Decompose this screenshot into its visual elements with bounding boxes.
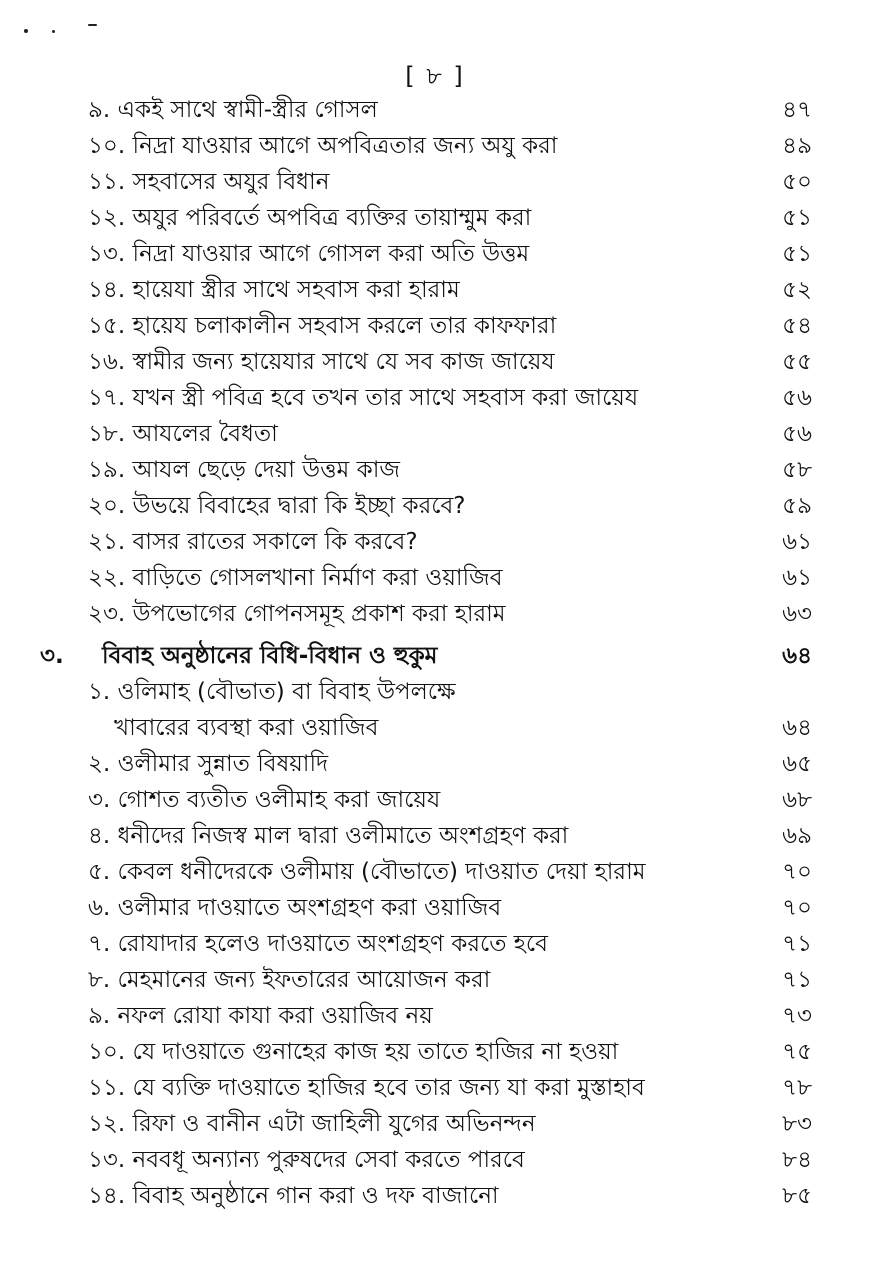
- toc-entry-title: ১৩. নববধূ অন্যান্য পুরুষদের সেবা করতে পারবে: [88, 1147, 525, 1173]
- section-page: ৬৪: [782, 643, 812, 669]
- section-entries: [40, 674, 820, 1214]
- toc-entry[interactable]: [40, 488, 820, 524]
- toc-entry-page: ৭০: [782, 895, 812, 921]
- ink-speck: [52, 30, 55, 33]
- toc-entry-page: ৬১: [782, 529, 812, 555]
- toc-entry[interactable]: [40, 1142, 820, 1178]
- toc-entry[interactable]: [40, 236, 820, 272]
- toc-entry[interactable]: [40, 1034, 820, 1070]
- toc-entry-title: ৩. গোশত ব্যতীত ওলীমাহ করা জায়েয: [88, 787, 441, 813]
- toc-entry-title: ৯. নফল রোযা কাযা করা ওয়াজিব নয়: [88, 1003, 433, 1029]
- toc-entry[interactable]: [40, 416, 820, 452]
- toc-entry-page: ৫০: [782, 169, 812, 195]
- toc-entry[interactable]: [40, 1178, 820, 1214]
- toc-entry-title: ২২. বাড়িতে গোসলখানা নির্মাণ করা ওয়াজিব: [88, 565, 503, 591]
- toc-entry-title: ২০. উভয়ে বিবাহের দ্বারা কি ইচ্ছা করবে?: [88, 493, 466, 519]
- toc-entry-title: ২১. বাসর রাতের সকালে কি করবে?: [88, 529, 418, 555]
- toc-entry-page: ৪৭: [782, 97, 812, 123]
- toc-entry[interactable]: [40, 674, 820, 710]
- toc-entry[interactable]: [40, 452, 820, 488]
- toc-entry-page: ৬৯: [782, 823, 812, 849]
- table-of-contents: [40, 92, 820, 1214]
- toc-entry-page: ৭০: [782, 859, 812, 885]
- toc-entry-page: ৪৯: [782, 133, 812, 159]
- toc-entry-page: ৫১: [782, 205, 812, 231]
- toc-entries: [40, 92, 820, 632]
- toc-entry-page: ৫৯: [782, 493, 812, 519]
- toc-entry-page: ৮৫: [782, 1183, 812, 1209]
- toc-entry-title: খাবারের ব্যবস্থা করা ওয়াজিব: [114, 715, 379, 741]
- toc-entry-page: ৬৪: [782, 715, 812, 741]
- toc-entry-page: ৬৩: [782, 601, 812, 627]
- toc-entry-title: ১০. নিদ্রা যাওয়ার আগে অপবিত্রতার জন্য অযু করা: [88, 133, 558, 159]
- toc-entry-title: ১৫. হায়েয চলাকালীন সহবাস করলে তার কাফফারা: [88, 313, 557, 339]
- toc-entry-title: ১৭. যখন স্ত্রী পবিত্র হবে তখন তার সাথে সহবাস করা জায়েয: [88, 385, 639, 411]
- section-title: বিবাহ অনুষ্ঠানের বিধি-বিধান ও হুকুম: [102, 643, 438, 669]
- section-number: ৩.: [40, 643, 64, 669]
- toc-entry[interactable]: [40, 560, 820, 596]
- toc-entry-title: ২৩. উপভোগের গোপনসমূহ প্রকাশ করা হারাম: [88, 601, 506, 627]
- toc-entry[interactable]: [40, 164, 820, 200]
- toc-entry[interactable]: [40, 998, 820, 1034]
- toc-entry-page: ৭৮: [782, 1075, 812, 1101]
- toc-entry-page: ৫২: [782, 277, 812, 303]
- toc-entry[interactable]: [40, 710, 820, 746]
- toc-entry[interactable]: [40, 926, 820, 962]
- toc-entry[interactable]: [40, 92, 820, 128]
- toc-entry[interactable]: [40, 782, 820, 818]
- toc-entry[interactable]: [40, 272, 820, 308]
- toc-entry-title: ১৩. নিদ্রা যাওয়ার আগে গোসল করা অতি উত্তম: [88, 241, 530, 267]
- toc-entry[interactable]: [40, 890, 820, 926]
- toc-entry-page: ৮৩: [782, 1111, 812, 1137]
- page-number: [ ৮ ]: [405, 62, 465, 90]
- section-heading[interactable]: [40, 638, 820, 674]
- toc-entry-title: ১২. রিফা ও বানীন এটা জাহিলী যুগের অভিনন্দন: [88, 1111, 536, 1137]
- toc-entry[interactable]: [40, 308, 820, 344]
- toc-entry-page: ৬৮: [782, 787, 812, 813]
- toc-entry[interactable]: [40, 854, 820, 890]
- toc-entry[interactable]: [40, 128, 820, 164]
- toc-entry[interactable]: [40, 1070, 820, 1106]
- toc-entry-title: ৫. কেবল ধনীদেরকে ওলীমায় (বৌভাতে) দাওয়াত দেয়া হারাম: [88, 859, 646, 885]
- ink-speck: [88, 24, 97, 26]
- toc-entry-title: ১৪. হায়েযা স্ত্রীর সাথে সহবাস করা হারাম: [88, 277, 460, 303]
- toc-entry-page: ৫৪: [782, 313, 812, 339]
- toc-entry-page: ৮৪: [782, 1147, 812, 1173]
- toc-entry-title: ১২. অযুর পরিবর্তে অপবিত্র ব্যক্তির তায়াম্মুম করা: [88, 205, 532, 231]
- toc-entry-page: ৫৫: [782, 349, 812, 375]
- toc-entry-title: ১. ওলিমাহ (বৌভাত) বা বিবাহ উপলক্ষে: [88, 679, 456, 705]
- toc-entry-title: ১৯. আযল ছেড়ে দেয়া উত্তম কাজ: [88, 457, 400, 483]
- toc-entry[interactable]: [40, 200, 820, 236]
- toc-entry-page: ৭৩: [782, 1003, 812, 1029]
- toc-entry[interactable]: [40, 380, 820, 416]
- toc-entry-title: ৪. ধনীদের নিজস্ব মাল দ্বারা ওলীমাতে অংশগ্রহণ করা: [88, 823, 569, 849]
- toc-entry-page: ৫৮: [782, 457, 812, 483]
- toc-entry-title: ১১. সহবাসের অযুর বিধান: [88, 169, 330, 195]
- toc-entry[interactable]: [40, 962, 820, 998]
- toc-entry[interactable]: [40, 818, 820, 854]
- toc-entry[interactable]: [40, 524, 820, 560]
- toc-entry-page: ৬৫: [782, 751, 812, 777]
- toc-entry-page: ৫৬: [782, 385, 812, 411]
- ink-speck: [24, 29, 28, 33]
- toc-entry-page: ৫১: [782, 241, 812, 267]
- toc-entry-page: ৭৫: [782, 1039, 812, 1065]
- toc-entry[interactable]: [40, 746, 820, 782]
- toc-entry[interactable]: [40, 344, 820, 380]
- toc-entry-title: ১৮. আযলের বৈধতা: [88, 421, 278, 447]
- toc-entry-title: ১১. যে ব্যক্তি দাওয়াতে হাজির হবে তার জন্য যা করা মুস্তাহাব: [88, 1075, 645, 1101]
- toc-entry[interactable]: [40, 596, 820, 632]
- toc-entry-page: ৭১: [782, 931, 812, 957]
- toc-entry-page: ৫৬: [782, 421, 812, 447]
- toc-entry-title: ৮. মেহমানের জন্য ইফতারের আয়োজন করা: [88, 967, 491, 993]
- toc-entry-title: ৯. একই সাথে স্বামী-স্ত্রীর গোসল: [88, 97, 378, 123]
- toc-entry-title: ২. ওলীমার সুন্নাত বিষয়াদি: [88, 751, 329, 777]
- toc-entry-page: ৭১: [782, 967, 812, 993]
- toc-entry-title: ১৬. স্বামীর জন্য হায়েযার সাথে যে সব কাজ জায়েয: [88, 349, 555, 375]
- toc-entry-title: ১০. যে দাওয়াতে গুনাহের কাজ হয় তাতে হাজির না হওয়া: [88, 1039, 619, 1065]
- toc-entry-page: ৬১: [782, 565, 812, 591]
- toc-entry-title: ৭. রোযাদার হলেও দাওয়াতে অংশগ্রহণ করতে হবে: [88, 931, 548, 957]
- toc-entry[interactable]: [40, 1106, 820, 1142]
- toc-entry-title: ১৪. বিবাহ অনুষ্ঠানে গান করা ও দফ বাজানো: [88, 1183, 499, 1209]
- toc-entry-title: ৬. ওলীমার দাওয়াতে অংশগ্রহণ করা ওয়াজিব: [88, 895, 502, 921]
